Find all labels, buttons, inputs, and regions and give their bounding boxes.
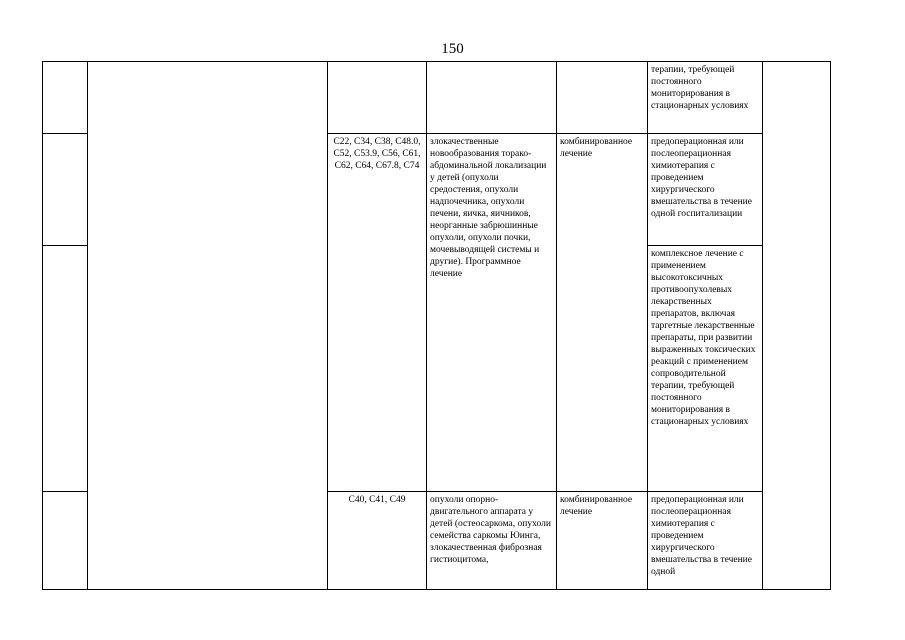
table-row: [43, 62, 831, 134]
diagnosis-cell: опухоли опорно-двигательного аппарата у детей (остеосаркома, опухоли семейства саркомы Юинга, злокачественная фиброзная гистиоцитома,: [427, 492, 557, 590]
treatment-type-cell: комбинированное лечение: [557, 492, 648, 590]
codes-cell: [328, 62, 427, 134]
diagnosis-cell: злокачественные новообразования торако-абдоминальной локализации у детей (опухоли средостения, опухоли надпочечника, опухоли печени, яичка, яичников, неорганные забрюшинные опухоли, опухоли почки, мочевыводящей системы и другие). Программное лечение: [427, 134, 557, 492]
method-cell: комплексное лечение с применением высокотоксичных противоопухолевых лекарственных препаратов, включая таргетные лекарственные препараты, при развитии выраженных токсических реакций с применением сопроводительной терапии, требующей постоянного мониторирования в стационарных условиях: [648, 246, 763, 492]
codes-cell: C22, C34, C38, C48.0, C52, C53.9, C56, C61, C62, C64, C67.8, C74: [328, 134, 427, 492]
row-number-cell: [43, 246, 88, 492]
treatment-type-cell: комбинированное лечение: [557, 134, 648, 492]
codes-cell: C40, C41, C49: [328, 492, 427, 590]
page-number: 150: [441, 41, 464, 57]
medical-care-table: [42, 61, 831, 590]
diagnosis-cell: [427, 62, 557, 134]
method-cell: терапии, требующей постоянного мониторирования в стационарных условиях: [648, 62, 763, 134]
row-number-cell: [43, 134, 88, 246]
row-number-cell: [43, 62, 88, 134]
method-cell: предоперационная или послеоперационная химиотерапия с проведением хирургического вмешательства в течение одной госпитализации: [648, 134, 763, 246]
profile-cell: [88, 62, 328, 590]
method-cell: предоперационная или послеоперационная химиотерапия с проведением хирургического вмешательства в течение одной: [648, 492, 763, 590]
norm-cell: [763, 62, 831, 590]
row-number-cell: [43, 492, 88, 590]
treatment-type-cell: [557, 62, 648, 134]
